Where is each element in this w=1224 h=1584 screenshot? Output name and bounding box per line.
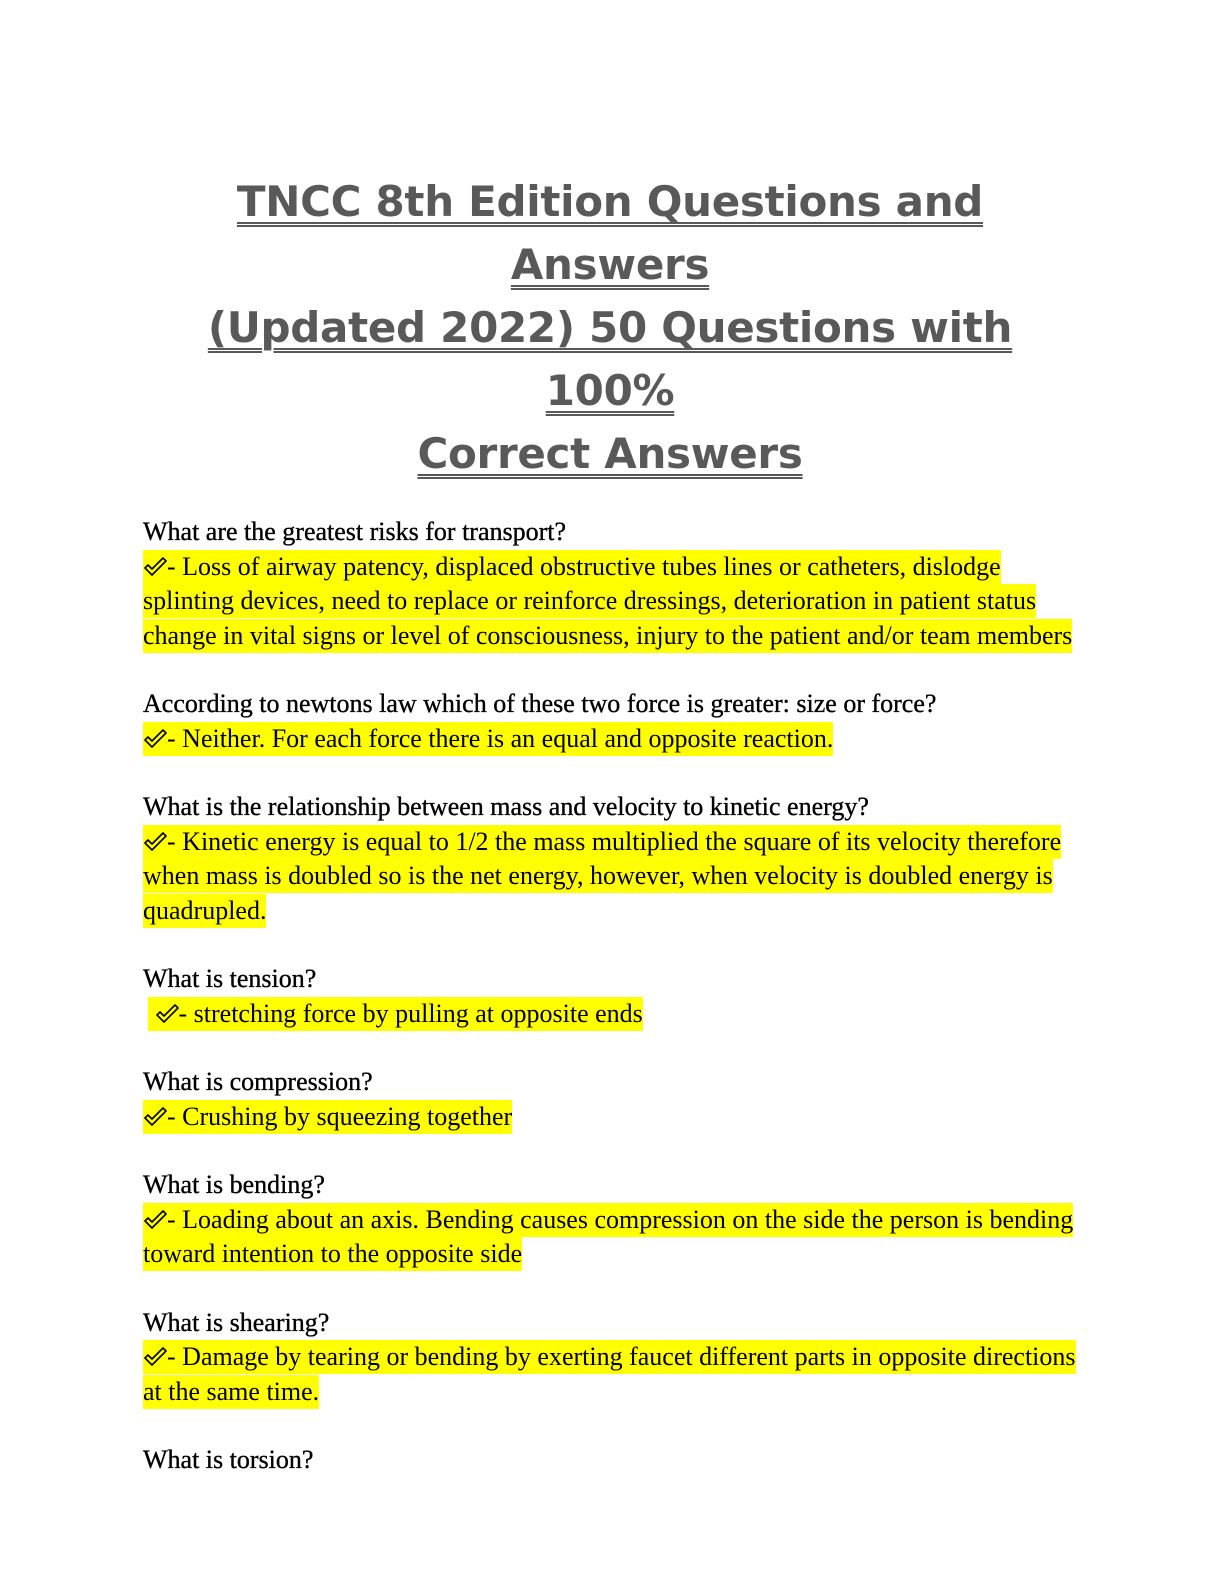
question-text: What is shearing? (143, 1307, 330, 1337)
check-mark-icon (143, 832, 167, 852)
answer-text: - Crushing by squeezing together (143, 1100, 1083, 1135)
question-text: What is the relationship between mass and velocity to kinetic energy? (143, 792, 869, 821)
qa-item (143, 1065, 1083, 1134)
answer-text: - Kinetic energy is equal to 1/2 the mass multiplied the square of its velocity therefore when mass is doubled so is the net energy, however, when velocity is doubled energy is quadrupled. (143, 825, 1083, 929)
title-line-3: Correct Answers (417, 429, 803, 478)
document-title (137, 170, 1083, 485)
title-line-2: (Updated 2022) 50 Questions with 100% (207, 303, 1013, 415)
qa-item (143, 1168, 1083, 1272)
document-page (143, 170, 1083, 1512)
question-text: What are the greatest risks for transport? (143, 517, 567, 546)
answer-text: - Damage by tearing or bending by exerting faucet different parts in opposite directions at the same time. (143, 1340, 1083, 1409)
check-mark-icon (143, 1347, 167, 1367)
question-text: What is bending? (143, 1170, 325, 1199)
answer-text: - Loss of airway patency, displaced obstructive tubes lines or catheters, dislodge splinting devices, need to replace or reinforce dressings, deterioration in patient status change in vital signs or level of consciousness, injury to the patient and/or team members (143, 550, 1083, 654)
title-line-1: TNCC 8th Edition Questions and Answers (236, 177, 984, 289)
qa-item (143, 1443, 1083, 1478)
answer-text: - Loading about an axis. Bending causes compression on the side the person is bending toward intention to the opposite side (143, 1203, 1083, 1272)
question-text: What is compression? (143, 1067, 373, 1096)
check-mark-icon (143, 729, 167, 749)
question-text: According to newtons law which of these two force is greater: size or force? (143, 689, 937, 718)
check-mark-icon (155, 1004, 179, 1024)
qa-item (143, 515, 1083, 653)
answer-text: - stretching force by pulling at opposite ends (143, 997, 1083, 1032)
qa-item (143, 790, 1083, 928)
check-mark-icon (143, 1107, 167, 1127)
answer-text: - Neither. For each force there is an equal and opposite reaction. (143, 722, 1083, 757)
check-mark-icon (143, 1210, 167, 1230)
qa-item (143, 962, 1083, 1031)
check-mark-icon (143, 557, 167, 577)
qa-item (143, 1306, 1083, 1410)
question-text: What is tension? (143, 964, 317, 993)
question-text: What is torsion? (143, 1445, 314, 1474)
qa-item (143, 687, 1083, 756)
qa-list (143, 515, 1083, 1478)
